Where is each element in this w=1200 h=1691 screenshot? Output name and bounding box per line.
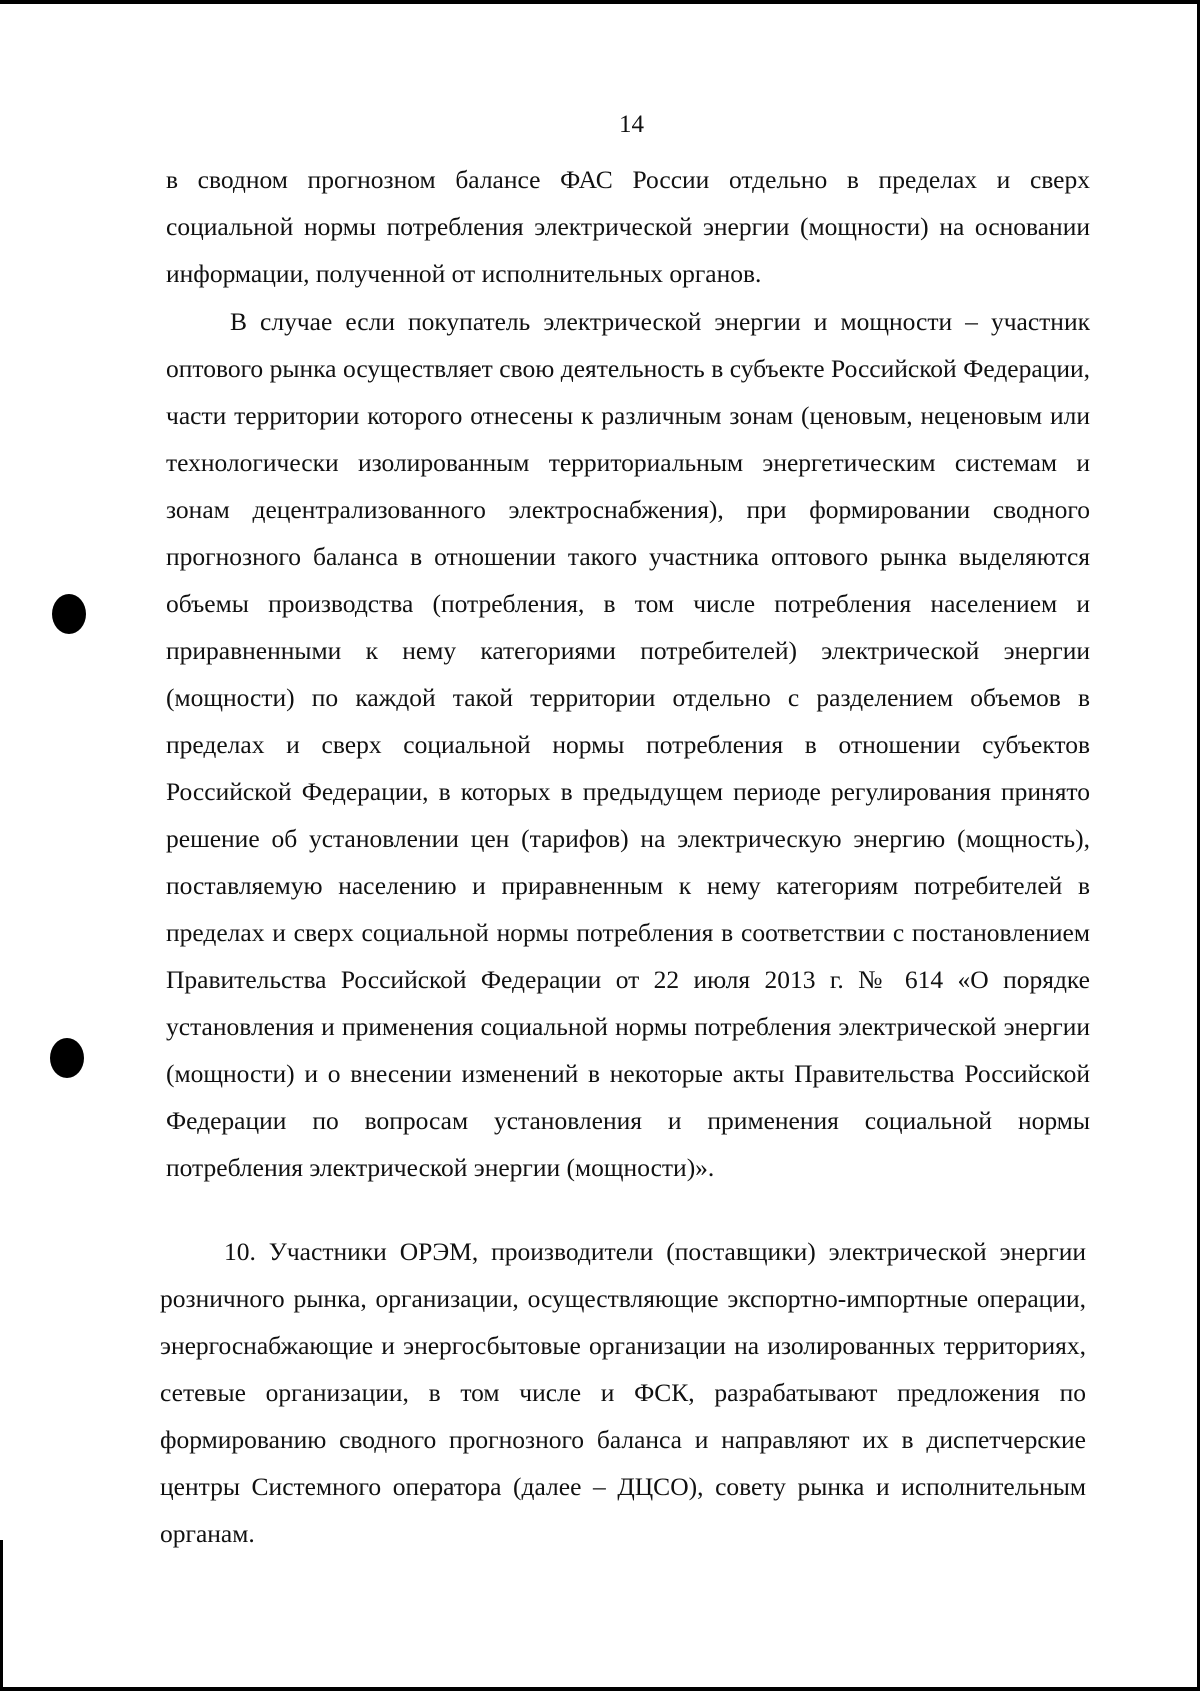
paragraph-item-10: 10. Участники ОРЭМ, производители (поставщики) электрической энергии розничного рынка, организации, осуществляющие экспортно-импортные операции, энергоснабжающие и энергосбытовые организации на изолированных территориях, сетевые организации, в том числе и ФСК, разрабатывают предложения по формированию сводного прогнозного баланса и направляют их в диспетчерские центры Системного оператора (далее – ДЦСО), совету рынка и исполнительным органам. [160, 1237, 1086, 1548]
punch-hole-upper [52, 594, 86, 634]
paragraph-buyer-zones: В случае если покупатель электрической энергии и мощности – участник оптового рынка осуществляет свою деятельность в субъекте Российской Федерации, части территории которого отнесены к различным зонам (ценовым, неценовым или технологически изолированным территориальным энергетическим системам и зонам децентрализованного электроснабжения), при формировании сводного прогнозного баланса в отношении такого участника оптового рынка выделяются объемы производства (потребления, в том числе потребления населением и приравненными к нему категориями потребителей) электрической энергии (мощности) по каждой такой территории отдельно с разделением объемов в пределах и сверх социальной нормы потребления в отношении субъектов Российской Федерации, в которых в предыдущем периоде регулирования принято решение об установлении цен (тарифов) на электрическую энергию (мощность), поставляемую населению и приравненным к нему категориям потребителей в пределах и сверх социальной нормы потребления в соответствии с постановлением Правительства Российской Федерации от 22 июля 2013 г. № 614 «О порядке установления и применения социальной нормы потребления электрической энергии (мощности) и о внесении изменений в некоторые акты Правительства Российской Федерации по вопросам установления и применения социальной нормы потребления электрической энергии (мощности)». [166, 307, 1090, 1182]
scan-edge-top [0, 0, 1200, 4]
scan-edge-bottom [0, 1687, 1200, 1691]
page-number: 14 [619, 111, 644, 138]
scan-edge-left [0, 1540, 3, 1691]
paragraph-continuation: в сводном прогнозном балансе ФАС России отдельно в пределах и сверх социальной нормы потребления электрической энергии (мощности) на основании информации, полученной от исполнительных органов. [166, 165, 1090, 288]
punch-hole-lower [50, 1038, 84, 1078]
